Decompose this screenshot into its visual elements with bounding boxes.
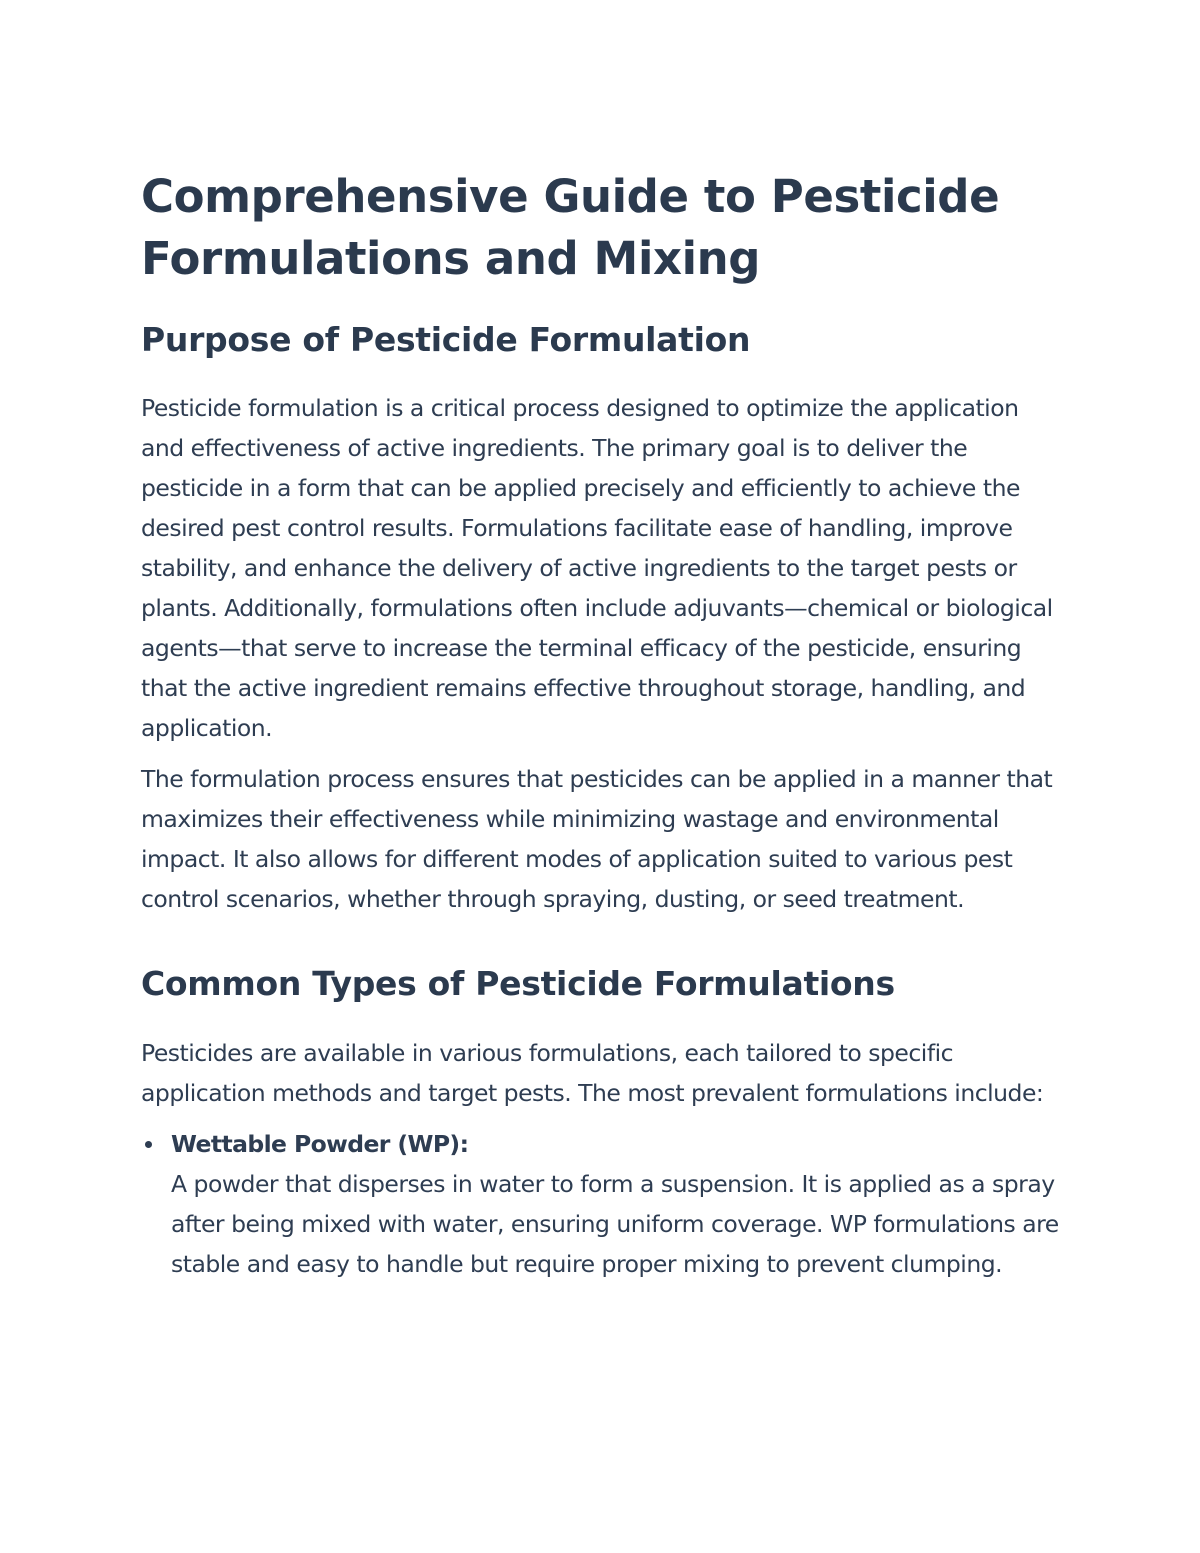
formulation-list xyxy=(141,1124,1061,1284)
bullet-icon xyxy=(145,1141,152,1148)
purpose-paragraph-1: Pesticide formulation is a critical process designed to optimize the application and effectiveness of active ingredients. The primary goal is to deliver the pesticide in a form that can be applied precisely and efficiently to achieve the desired pest control results. Formulations facilitate ease of handling, improve stability, and enhance the delivery of active ingredients to the target pests or plants. Additionally, formulations often include adjuvants—chemical or biological agents—that serve to increase the terminal efficacy of the pesticide, ensuring that the active ingredient remains effective throughout storage, handling, and application. xyxy=(141,394,1053,742)
document-content xyxy=(141,166,1061,1284)
section-heading-common-types: Common Types of Pesticide Formulations xyxy=(141,964,895,1003)
purpose-paragraph-2: The formulation process ensures that pesticides can be applied in a manner that maximizes their effectiveness while minimizing wastage and environmental impact. It also allows for different modes of application suited to various pest control scenarios, whether through spraying, dusting, or seed treatment. xyxy=(141,765,1053,913)
formulation-description: A powder that disperses in water to form a suspension. It is applied as a spray after being mixed with water, ensuring uniform coverage. WP formulations are stable and easy to handle but require proper mixing to prevent clumping. xyxy=(171,1170,1059,1278)
section-heading-purpose: Purpose of Pesticide Formulation xyxy=(141,320,751,359)
formulation-term: Wettable Powder (WP): xyxy=(171,1130,469,1158)
list-item xyxy=(141,1124,1061,1284)
document-title: Comprehensive Guide to Pesticide Formulations and Mixing xyxy=(141,170,1000,285)
common-types-intro: Pesticides are available in various formulations, each tailored to specific application methods and target pests. The most prevalent formulations include: xyxy=(141,1039,1044,1107)
